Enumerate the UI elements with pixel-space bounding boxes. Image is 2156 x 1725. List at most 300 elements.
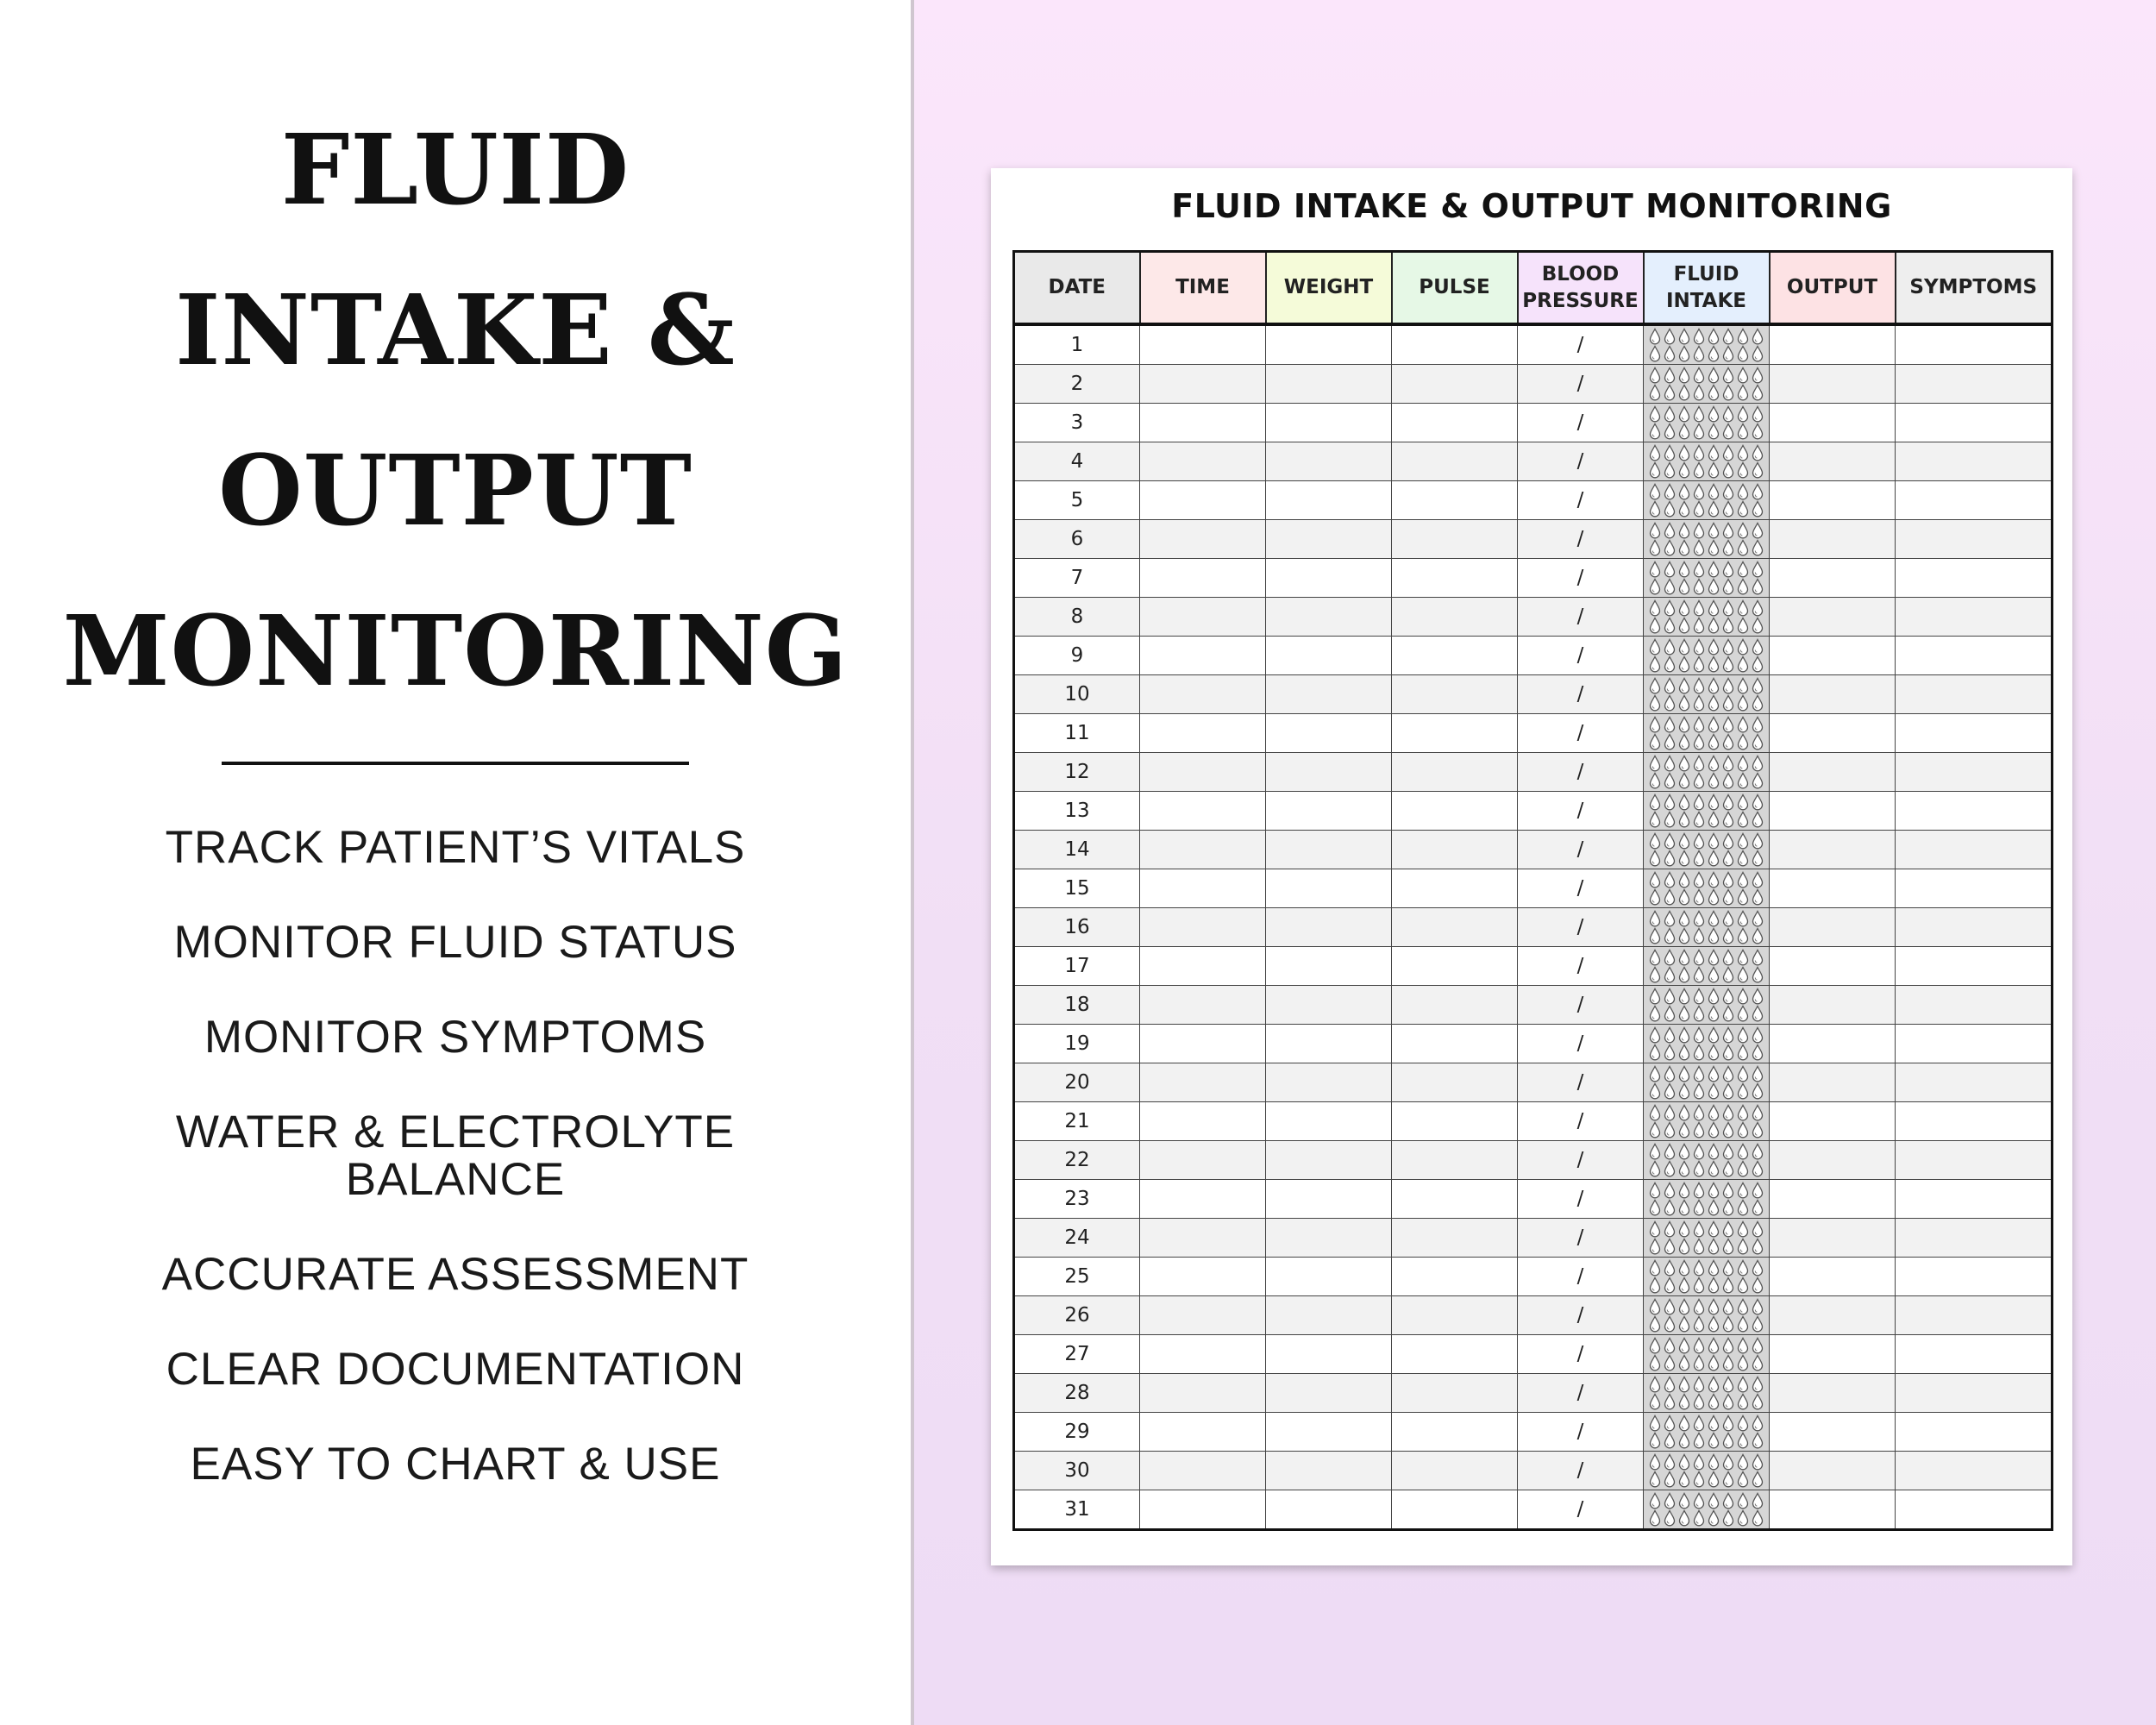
water-drop-icon[interactable]: [1751, 888, 1765, 906]
water-drop-icon[interactable]: [1707, 794, 1721, 811]
water-drop-icon[interactable]: [1692, 677, 1707, 694]
water-drop-icon[interactable]: [1648, 500, 1663, 518]
water-drop-icon[interactable]: [1663, 949, 1677, 966]
blood-pressure-cell[interactable]: /: [1518, 1180, 1644, 1219]
water-drop-icon[interactable]: [1663, 927, 1677, 944]
water-drop-icon[interactable]: [1677, 1509, 1692, 1527]
water-drop-icon[interactable]: [1721, 1393, 1736, 1410]
water-drop-icon[interactable]: [1721, 367, 1736, 384]
water-drop-icon[interactable]: [1692, 656, 1707, 673]
fluid-intake-cell[interactable]: [1644, 1258, 1770, 1296]
water-drop-icon[interactable]: [1648, 345, 1663, 362]
weight-cell[interactable]: [1266, 1452, 1392, 1490]
water-drop-icon[interactable]: [1663, 1414, 1677, 1432]
water-drop-icon[interactable]: [1721, 522, 1736, 539]
fluid-intake-cell[interactable]: [1644, 520, 1770, 559]
water-drop-icon[interactable]: [1721, 1492, 1736, 1509]
time-cell[interactable]: [1140, 753, 1266, 792]
symptoms-cell[interactable]: [1896, 1219, 2053, 1258]
water-drop-icon[interactable]: [1663, 716, 1677, 733]
water-drop-icon[interactable]: [1707, 599, 1721, 617]
water-drop-icon[interactable]: [1707, 578, 1721, 595]
water-drop-icon[interactable]: [1707, 461, 1721, 479]
blood-pressure-cell[interactable]: /: [1518, 1219, 1644, 1258]
water-drop-icon[interactable]: [1721, 1337, 1736, 1354]
water-drop-icon[interactable]: [1707, 733, 1721, 750]
water-drop-icon[interactable]: [1692, 483, 1707, 500]
fluid-intake-cell[interactable]: [1644, 324, 1770, 365]
time-cell[interactable]: [1140, 869, 1266, 908]
water-drop-icon[interactable]: [1648, 1509, 1663, 1527]
water-drop-icon[interactable]: [1707, 483, 1721, 500]
output-cell[interactable]: [1770, 365, 1896, 404]
blood-pressure-cell[interactable]: /: [1518, 637, 1644, 675]
water-drop-icon[interactable]: [1663, 461, 1677, 479]
water-drop-icon[interactable]: [1677, 405, 1692, 423]
fluid-intake-cell[interactable]: [1644, 792, 1770, 831]
weight-cell[interactable]: [1266, 404, 1392, 442]
water-drop-icon[interactable]: [1677, 461, 1692, 479]
water-drop-icon[interactable]: [1648, 871, 1663, 888]
water-drop-icon[interactable]: [1692, 949, 1707, 966]
water-drop-icon[interactable]: [1736, 1005, 1751, 1022]
water-drop-icon[interactable]: [1736, 677, 1751, 694]
water-drop-icon[interactable]: [1663, 794, 1677, 811]
water-drop-icon[interactable]: [1648, 1082, 1663, 1100]
water-drop-icon[interactable]: [1736, 1298, 1751, 1315]
water-drop-icon[interactable]: [1721, 483, 1736, 500]
water-drop-icon[interactable]: [1707, 1143, 1721, 1160]
water-drop-icon[interactable]: [1677, 1238, 1692, 1255]
water-drop-icon[interactable]: [1692, 1005, 1707, 1022]
water-drop-icon[interactable]: [1736, 1376, 1751, 1393]
water-drop-icon[interactable]: [1663, 1259, 1677, 1276]
water-drop-icon[interactable]: [1663, 500, 1677, 518]
blood-pressure-cell[interactable]: /: [1518, 365, 1644, 404]
water-drop-icon[interactable]: [1751, 1160, 1765, 1177]
pulse-cell[interactable]: [1392, 404, 1518, 442]
water-drop-icon[interactable]: [1677, 384, 1692, 401]
water-drop-icon[interactable]: [1721, 1199, 1736, 1216]
water-drop-icon[interactable]: [1648, 656, 1663, 673]
water-drop-icon[interactable]: [1707, 1298, 1721, 1315]
water-drop-icon[interactable]: [1692, 1471, 1707, 1488]
water-drop-icon[interactable]: [1751, 694, 1765, 712]
output-cell[interactable]: [1770, 1296, 1896, 1335]
water-drop-icon[interactable]: [1721, 910, 1736, 927]
time-cell[interactable]: [1140, 1452, 1266, 1490]
water-drop-icon[interactable]: [1663, 328, 1677, 345]
water-drop-icon[interactable]: [1707, 811, 1721, 828]
water-drop-icon[interactable]: [1751, 1492, 1765, 1509]
time-cell[interactable]: [1140, 1102, 1266, 1141]
blood-pressure-cell[interactable]: /: [1518, 1374, 1644, 1413]
output-cell[interactable]: [1770, 753, 1896, 792]
output-cell[interactable]: [1770, 1490, 1896, 1530]
pulse-cell[interactable]: [1392, 637, 1518, 675]
weight-cell[interactable]: [1266, 792, 1392, 831]
water-drop-icon[interactable]: [1677, 1026, 1692, 1044]
water-drop-icon[interactable]: [1736, 1026, 1751, 1044]
water-drop-icon[interactable]: [1648, 733, 1663, 750]
water-drop-icon[interactable]: [1648, 1453, 1663, 1471]
water-drop-icon[interactable]: [1707, 1065, 1721, 1082]
water-drop-icon[interactable]: [1692, 461, 1707, 479]
pulse-cell[interactable]: [1392, 324, 1518, 365]
water-drop-icon[interactable]: [1663, 1276, 1677, 1294]
water-drop-icon[interactable]: [1648, 638, 1663, 656]
water-drop-icon[interactable]: [1663, 694, 1677, 712]
water-drop-icon[interactable]: [1751, 794, 1765, 811]
water-drop-icon[interactable]: [1721, 772, 1736, 789]
water-drop-icon[interactable]: [1707, 850, 1721, 867]
water-drop-icon[interactable]: [1677, 794, 1692, 811]
pulse-cell[interactable]: [1392, 869, 1518, 908]
water-drop-icon[interactable]: [1663, 1220, 1677, 1238]
water-drop-icon[interactable]: [1721, 1082, 1736, 1100]
water-drop-icon[interactable]: [1677, 1044, 1692, 1061]
weight-cell[interactable]: [1266, 1219, 1392, 1258]
water-drop-icon[interactable]: [1721, 638, 1736, 656]
symptoms-cell[interactable]: [1896, 986, 2053, 1025]
water-drop-icon[interactable]: [1751, 1121, 1765, 1138]
water-drop-icon[interactable]: [1692, 1160, 1707, 1177]
water-drop-icon[interactable]: [1692, 1143, 1707, 1160]
water-drop-icon[interactable]: [1736, 850, 1751, 867]
water-drop-icon[interactable]: [1677, 1220, 1692, 1238]
weight-cell[interactable]: [1266, 1490, 1392, 1530]
water-drop-icon[interactable]: [1707, 694, 1721, 712]
pulse-cell[interactable]: [1392, 559, 1518, 598]
water-drop-icon[interactable]: [1707, 755, 1721, 772]
water-drop-icon[interactable]: [1707, 677, 1721, 694]
water-drop-icon[interactable]: [1751, 1471, 1765, 1488]
water-drop-icon[interactable]: [1736, 1160, 1751, 1177]
water-drop-icon[interactable]: [1663, 1026, 1677, 1044]
symptoms-cell[interactable]: [1896, 1490, 2053, 1530]
water-drop-icon[interactable]: [1663, 423, 1677, 440]
water-drop-icon[interactable]: [1707, 1337, 1721, 1354]
water-drop-icon[interactable]: [1736, 1143, 1751, 1160]
water-drop-icon[interactable]: [1648, 811, 1663, 828]
water-drop-icon[interactable]: [1663, 1199, 1677, 1216]
water-drop-icon[interactable]: [1663, 888, 1677, 906]
water-drop-icon[interactable]: [1707, 927, 1721, 944]
water-drop-icon[interactable]: [1663, 599, 1677, 617]
pulse-cell[interactable]: [1392, 831, 1518, 869]
fluid-intake-cell[interactable]: [1644, 404, 1770, 442]
water-drop-icon[interactable]: [1707, 1259, 1721, 1276]
water-drop-icon[interactable]: [1707, 988, 1721, 1005]
time-cell[interactable]: [1140, 1374, 1266, 1413]
water-drop-icon[interactable]: [1721, 966, 1736, 983]
output-cell[interactable]: [1770, 675, 1896, 714]
weight-cell[interactable]: [1266, 1102, 1392, 1141]
weight-cell[interactable]: [1266, 1141, 1392, 1180]
water-drop-icon[interactable]: [1707, 328, 1721, 345]
symptoms-cell[interactable]: [1896, 869, 2053, 908]
water-drop-icon[interactable]: [1736, 949, 1751, 966]
symptoms-cell[interactable]: [1896, 1025, 2053, 1063]
water-drop-icon[interactable]: [1663, 1432, 1677, 1449]
water-drop-icon[interactable]: [1648, 1104, 1663, 1121]
weight-cell[interactable]: [1266, 1296, 1392, 1335]
water-drop-icon[interactable]: [1648, 794, 1663, 811]
pulse-cell[interactable]: [1392, 792, 1518, 831]
water-drop-icon[interactable]: [1721, 384, 1736, 401]
water-drop-icon[interactable]: [1721, 1220, 1736, 1238]
water-drop-icon[interactable]: [1751, 1065, 1765, 1082]
water-drop-icon[interactable]: [1663, 1471, 1677, 1488]
water-drop-icon[interactable]: [1663, 656, 1677, 673]
water-drop-icon[interactable]: [1648, 1182, 1663, 1199]
water-drop-icon[interactable]: [1736, 1199, 1751, 1216]
water-drop-icon[interactable]: [1707, 522, 1721, 539]
water-drop-icon[interactable]: [1751, 423, 1765, 440]
fluid-intake-cell[interactable]: [1644, 1374, 1770, 1413]
water-drop-icon[interactable]: [1736, 1104, 1751, 1121]
time-cell[interactable]: [1140, 714, 1266, 753]
symptoms-cell[interactable]: [1896, 1452, 2053, 1490]
water-drop-icon[interactable]: [1721, 1104, 1736, 1121]
water-drop-icon[interactable]: [1648, 1143, 1663, 1160]
pulse-cell[interactable]: [1392, 1413, 1518, 1452]
water-drop-icon[interactable]: [1721, 561, 1736, 578]
fluid-intake-cell[interactable]: [1644, 481, 1770, 520]
blood-pressure-cell[interactable]: /: [1518, 324, 1644, 365]
water-drop-icon[interactable]: [1751, 1143, 1765, 1160]
water-drop-icon[interactable]: [1751, 871, 1765, 888]
water-drop-icon[interactable]: [1663, 1337, 1677, 1354]
symptoms-cell[interactable]: [1896, 559, 2053, 598]
water-drop-icon[interactable]: [1736, 988, 1751, 1005]
water-drop-icon[interactable]: [1692, 599, 1707, 617]
water-drop-icon[interactable]: [1751, 483, 1765, 500]
symptoms-cell[interactable]: [1896, 1374, 2053, 1413]
water-drop-icon[interactable]: [1677, 949, 1692, 966]
water-drop-icon[interactable]: [1721, 794, 1736, 811]
fluid-intake-cell[interactable]: [1644, 831, 1770, 869]
water-drop-icon[interactable]: [1751, 988, 1765, 1005]
water-drop-icon[interactable]: [1663, 1354, 1677, 1371]
water-drop-icon[interactable]: [1648, 444, 1663, 461]
output-cell[interactable]: [1770, 869, 1896, 908]
water-drop-icon[interactable]: [1692, 1044, 1707, 1061]
water-drop-icon[interactable]: [1692, 345, 1707, 362]
water-drop-icon[interactable]: [1707, 384, 1721, 401]
output-cell[interactable]: [1770, 1258, 1896, 1296]
water-drop-icon[interactable]: [1707, 656, 1721, 673]
water-drop-icon[interactable]: [1721, 871, 1736, 888]
water-drop-icon[interactable]: [1648, 1376, 1663, 1393]
water-drop-icon[interactable]: [1736, 1065, 1751, 1082]
time-cell[interactable]: [1140, 986, 1266, 1025]
water-drop-icon[interactable]: [1677, 1082, 1692, 1100]
water-drop-icon[interactable]: [1721, 832, 1736, 850]
water-drop-icon[interactable]: [1648, 483, 1663, 500]
water-drop-icon[interactable]: [1648, 617, 1663, 634]
symptoms-cell[interactable]: [1896, 947, 2053, 986]
water-drop-icon[interactable]: [1736, 423, 1751, 440]
water-drop-icon[interactable]: [1677, 522, 1692, 539]
time-cell[interactable]: [1140, 365, 1266, 404]
water-drop-icon[interactable]: [1751, 328, 1765, 345]
water-drop-icon[interactable]: [1648, 1026, 1663, 1044]
water-drop-icon[interactable]: [1707, 1432, 1721, 1449]
water-drop-icon[interactable]: [1663, 1393, 1677, 1410]
water-drop-icon[interactable]: [1721, 1259, 1736, 1276]
water-drop-icon[interactable]: [1736, 444, 1751, 461]
time-cell[interactable]: [1140, 481, 1266, 520]
water-drop-icon[interactable]: [1677, 1471, 1692, 1488]
water-drop-icon[interactable]: [1707, 345, 1721, 362]
water-drop-icon[interactable]: [1663, 1492, 1677, 1509]
water-drop-icon[interactable]: [1677, 910, 1692, 927]
water-drop-icon[interactable]: [1736, 522, 1751, 539]
water-drop-icon[interactable]: [1677, 367, 1692, 384]
water-drop-icon[interactable]: [1736, 1432, 1751, 1449]
water-drop-icon[interactable]: [1721, 811, 1736, 828]
water-drop-icon[interactable]: [1736, 910, 1751, 927]
water-drop-icon[interactable]: [1736, 1453, 1751, 1471]
weight-cell[interactable]: [1266, 365, 1392, 404]
water-drop-icon[interactable]: [1663, 871, 1677, 888]
water-drop-icon[interactable]: [1692, 794, 1707, 811]
blood-pressure-cell[interactable]: /: [1518, 1296, 1644, 1335]
water-drop-icon[interactable]: [1692, 1065, 1707, 1082]
output-cell[interactable]: [1770, 559, 1896, 598]
time-cell[interactable]: [1140, 1413, 1266, 1452]
symptoms-cell[interactable]: [1896, 404, 2053, 442]
water-drop-icon[interactable]: [1721, 405, 1736, 423]
pulse-cell[interactable]: [1392, 598, 1518, 637]
water-drop-icon[interactable]: [1736, 1393, 1751, 1410]
water-drop-icon[interactable]: [1721, 539, 1736, 556]
time-cell[interactable]: [1140, 908, 1266, 947]
output-cell[interactable]: [1770, 831, 1896, 869]
symptoms-cell[interactable]: [1896, 1102, 2053, 1141]
water-drop-icon[interactable]: [1677, 328, 1692, 345]
water-drop-icon[interactable]: [1751, 949, 1765, 966]
water-drop-icon[interactable]: [1707, 1315, 1721, 1333]
water-drop-icon[interactable]: [1663, 578, 1677, 595]
water-drop-icon[interactable]: [1721, 1121, 1736, 1138]
water-drop-icon[interactable]: [1751, 910, 1765, 927]
water-drop-icon[interactable]: [1663, 1376, 1677, 1393]
time-cell[interactable]: [1140, 792, 1266, 831]
water-drop-icon[interactable]: [1736, 1182, 1751, 1199]
water-drop-icon[interactable]: [1721, 716, 1736, 733]
time-cell[interactable]: [1140, 559, 1266, 598]
water-drop-icon[interactable]: [1677, 772, 1692, 789]
water-drop-icon[interactable]: [1663, 1082, 1677, 1100]
water-drop-icon[interactable]: [1677, 1354, 1692, 1371]
fluid-intake-cell[interactable]: [1644, 598, 1770, 637]
water-drop-icon[interactable]: [1736, 367, 1751, 384]
water-drop-icon[interactable]: [1721, 578, 1736, 595]
water-drop-icon[interactable]: [1692, 1182, 1707, 1199]
pulse-cell[interactable]: [1392, 1374, 1518, 1413]
water-drop-icon[interactable]: [1648, 539, 1663, 556]
pulse-cell[interactable]: [1392, 1258, 1518, 1296]
symptoms-cell[interactable]: [1896, 831, 2053, 869]
water-drop-icon[interactable]: [1721, 656, 1736, 673]
water-drop-icon[interactable]: [1692, 1453, 1707, 1471]
blood-pressure-cell[interactable]: /: [1518, 1025, 1644, 1063]
water-drop-icon[interactable]: [1751, 733, 1765, 750]
water-drop-icon[interactable]: [1721, 1298, 1736, 1315]
water-drop-icon[interactable]: [1707, 888, 1721, 906]
fluid-intake-cell[interactable]: [1644, 1296, 1770, 1335]
water-drop-icon[interactable]: [1736, 405, 1751, 423]
output-cell[interactable]: [1770, 986, 1896, 1025]
water-drop-icon[interactable]: [1721, 694, 1736, 712]
pulse-cell[interactable]: [1392, 1296, 1518, 1335]
water-drop-icon[interactable]: [1677, 1259, 1692, 1276]
water-drop-icon[interactable]: [1692, 444, 1707, 461]
water-drop-icon[interactable]: [1692, 1337, 1707, 1354]
fluid-intake-cell[interactable]: [1644, 714, 1770, 753]
water-drop-icon[interactable]: [1648, 1298, 1663, 1315]
water-drop-icon[interactable]: [1692, 888, 1707, 906]
water-drop-icon[interactable]: [1707, 367, 1721, 384]
water-drop-icon[interactable]: [1663, 966, 1677, 983]
water-drop-icon[interactable]: [1707, 1354, 1721, 1371]
pulse-cell[interactable]: [1392, 1141, 1518, 1180]
time-cell[interactable]: [1140, 1063, 1266, 1102]
water-drop-icon[interactable]: [1692, 871, 1707, 888]
water-drop-icon[interactable]: [1663, 1143, 1677, 1160]
water-drop-icon[interactable]: [1677, 638, 1692, 656]
pulse-cell[interactable]: [1392, 1180, 1518, 1219]
water-drop-icon[interactable]: [1692, 927, 1707, 944]
weight-cell[interactable]: [1266, 1374, 1392, 1413]
water-drop-icon[interactable]: [1677, 1337, 1692, 1354]
time-cell[interactable]: [1140, 831, 1266, 869]
water-drop-icon[interactable]: [1692, 1354, 1707, 1371]
water-drop-icon[interactable]: [1692, 733, 1707, 750]
water-drop-icon[interactable]: [1692, 966, 1707, 983]
water-drop-icon[interactable]: [1721, 500, 1736, 518]
water-drop-icon[interactable]: [1692, 988, 1707, 1005]
water-drop-icon[interactable]: [1751, 384, 1765, 401]
pulse-cell[interactable]: [1392, 1335, 1518, 1374]
water-drop-icon[interactable]: [1692, 1432, 1707, 1449]
fluid-intake-cell[interactable]: [1644, 442, 1770, 481]
output-cell[interactable]: [1770, 1025, 1896, 1063]
weight-cell[interactable]: [1266, 831, 1392, 869]
water-drop-icon[interactable]: [1677, 1182, 1692, 1199]
water-drop-icon[interactable]: [1648, 1471, 1663, 1488]
water-drop-icon[interactable]: [1721, 1160, 1736, 1177]
water-drop-icon[interactable]: [1736, 755, 1751, 772]
water-drop-icon[interactable]: [1751, 561, 1765, 578]
water-drop-icon[interactable]: [1721, 1509, 1736, 1527]
water-drop-icon[interactable]: [1751, 1104, 1765, 1121]
water-drop-icon[interactable]: [1677, 539, 1692, 556]
water-drop-icon[interactable]: [1648, 367, 1663, 384]
water-drop-icon[interactable]: [1648, 888, 1663, 906]
blood-pressure-cell[interactable]: /: [1518, 1141, 1644, 1180]
water-drop-icon[interactable]: [1721, 599, 1736, 617]
blood-pressure-cell[interactable]: /: [1518, 1335, 1644, 1374]
water-drop-icon[interactable]: [1721, 444, 1736, 461]
time-cell[interactable]: [1140, 1141, 1266, 1180]
water-drop-icon[interactable]: [1721, 677, 1736, 694]
symptoms-cell[interactable]: [1896, 324, 2053, 365]
water-drop-icon[interactable]: [1707, 1220, 1721, 1238]
fluid-intake-cell[interactable]: [1644, 365, 1770, 404]
